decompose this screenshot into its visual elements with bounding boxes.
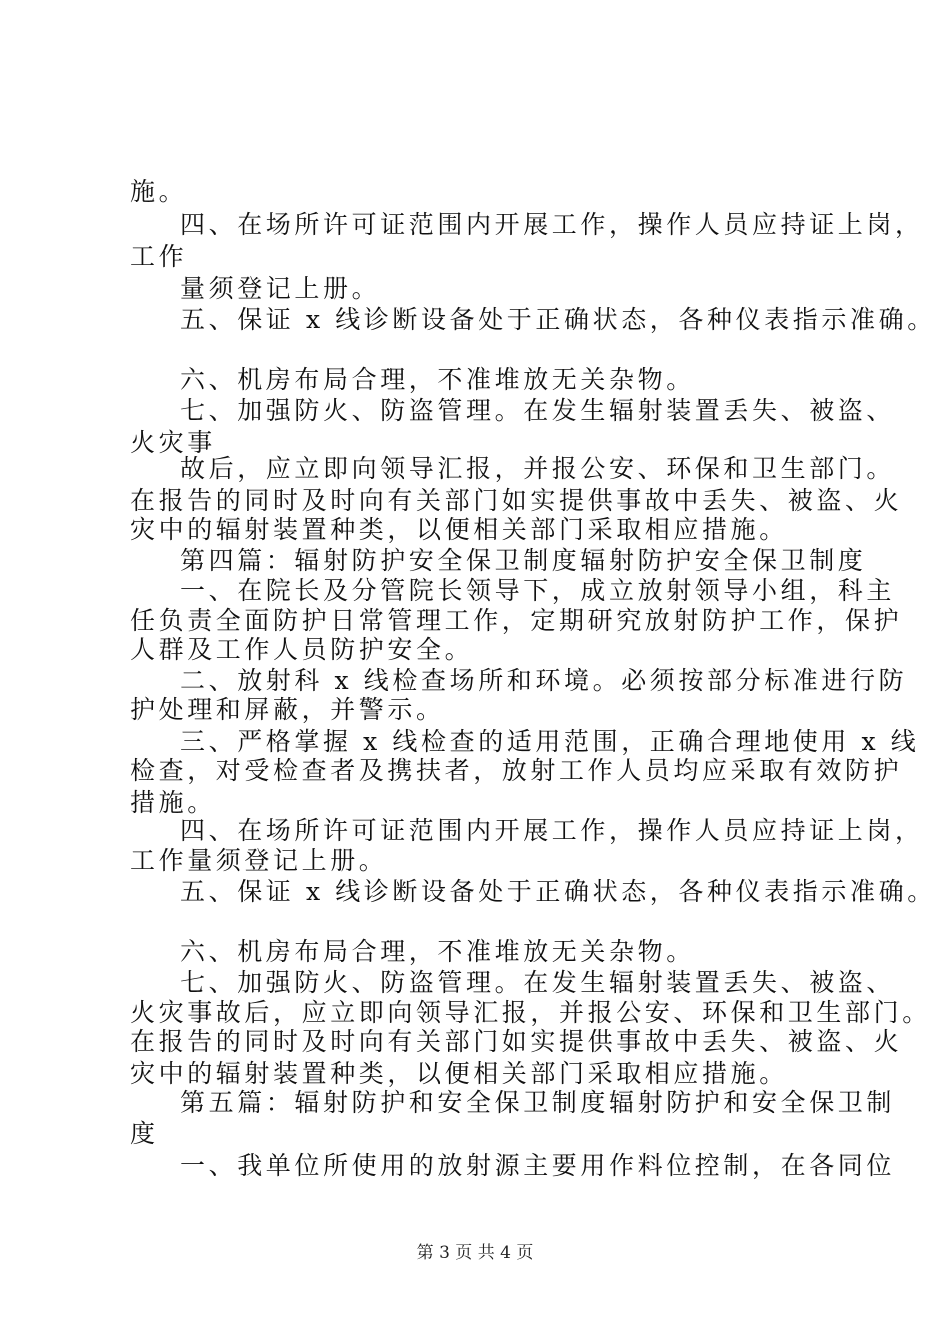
section-heading: 第四篇：辐射防护安全保卫制度辐射防护安全保卫制度 (180, 546, 867, 575)
text-line: 灾中的辐射装置种类，以便相关部门采取相应措施。 (130, 1059, 788, 1088)
text-line: 措施。 (130, 788, 216, 817)
text-line: 灾中的辐射装置种类，以便相关部门采取相应措施。 (130, 515, 788, 544)
text-line: 五、保证 x 线诊断设备处于正确状态，各种仪表指示准确。 (180, 877, 936, 906)
text-line: 在报告的同时及时向有关部门如实提供事故中丢失、被盗、火 (130, 486, 903, 515)
text-line: 护处理和屏蔽，并警示。 (130, 695, 445, 724)
text-line: 二、放射科 x 线检查场所和环境。必须按部分标准进行防 (180, 666, 908, 695)
text-line: 三、严格掌握 x 线检查的适用范围，正确合理地使用 x 线 (180, 727, 920, 756)
text-line: 四、在场所许可证范围内开展工作，操作人员应持证上岗， (180, 816, 924, 845)
text-line: 七、加强防火、防盗管理。在发生辐射装置丢失、被盗、 (180, 968, 896, 997)
section-heading: 第五篇：辐射防护和安全保卫制度辐射防护和安全保卫制 (180, 1088, 896, 1117)
text-line: 施。 (130, 177, 188, 206)
text-line: 四、在场所许可证范围内开展工作，操作人员应持证上岗， (180, 210, 924, 239)
text-line: 工作量须登记上册。 (130, 846, 388, 875)
text-line: 量须登记上册。 (180, 274, 381, 303)
text-line: 六、机房布局合理，不准堆放无关杂物。 (180, 365, 695, 394)
text-line: 工作 (130, 242, 188, 271)
text-line: 故后，应立即向领导汇报，并报公安、环保和卫生部门。 (180, 454, 896, 483)
text-line: 一、在院长及分管院长领导下，成立放射领导小组，科主 (180, 576, 896, 605)
text-line: 五、保证 x 线诊断设备处于正确状态，各种仪表指示准确。 (180, 305, 936, 334)
text-line: 任负责全面防护日常管理工作，定期研究放射防护工作，保护 (130, 606, 903, 635)
text-line: 一、我单位所使用的放射源主要用作料位控制，在各同位 (180, 1151, 896, 1180)
text-line: 火灾事 (130, 428, 216, 457)
text-line: 检查，对受检查者及携扶者，放射工作人员均应采取有效防护 (130, 756, 903, 785)
text-line: 在报告的同时及时向有关部门如实提供事故中丢失、被盗、火 (130, 1027, 903, 1056)
text-line: 火灾事故后，应立即向领导汇报，并报公安、环保和卫生部门。 (130, 998, 931, 1027)
text-line: 人群及工作人员防护安全。 (130, 635, 474, 664)
page-number-footer: 第 3 页 共 4 页 (416, 1243, 534, 1263)
text-line: 度 (130, 1119, 159, 1148)
text-line: 七、加强防火、防盗管理。在发生辐射装置丢失、被盗、 (180, 396, 896, 425)
text-line: 六、机房布局合理，不准堆放无关杂物。 (180, 937, 695, 966)
